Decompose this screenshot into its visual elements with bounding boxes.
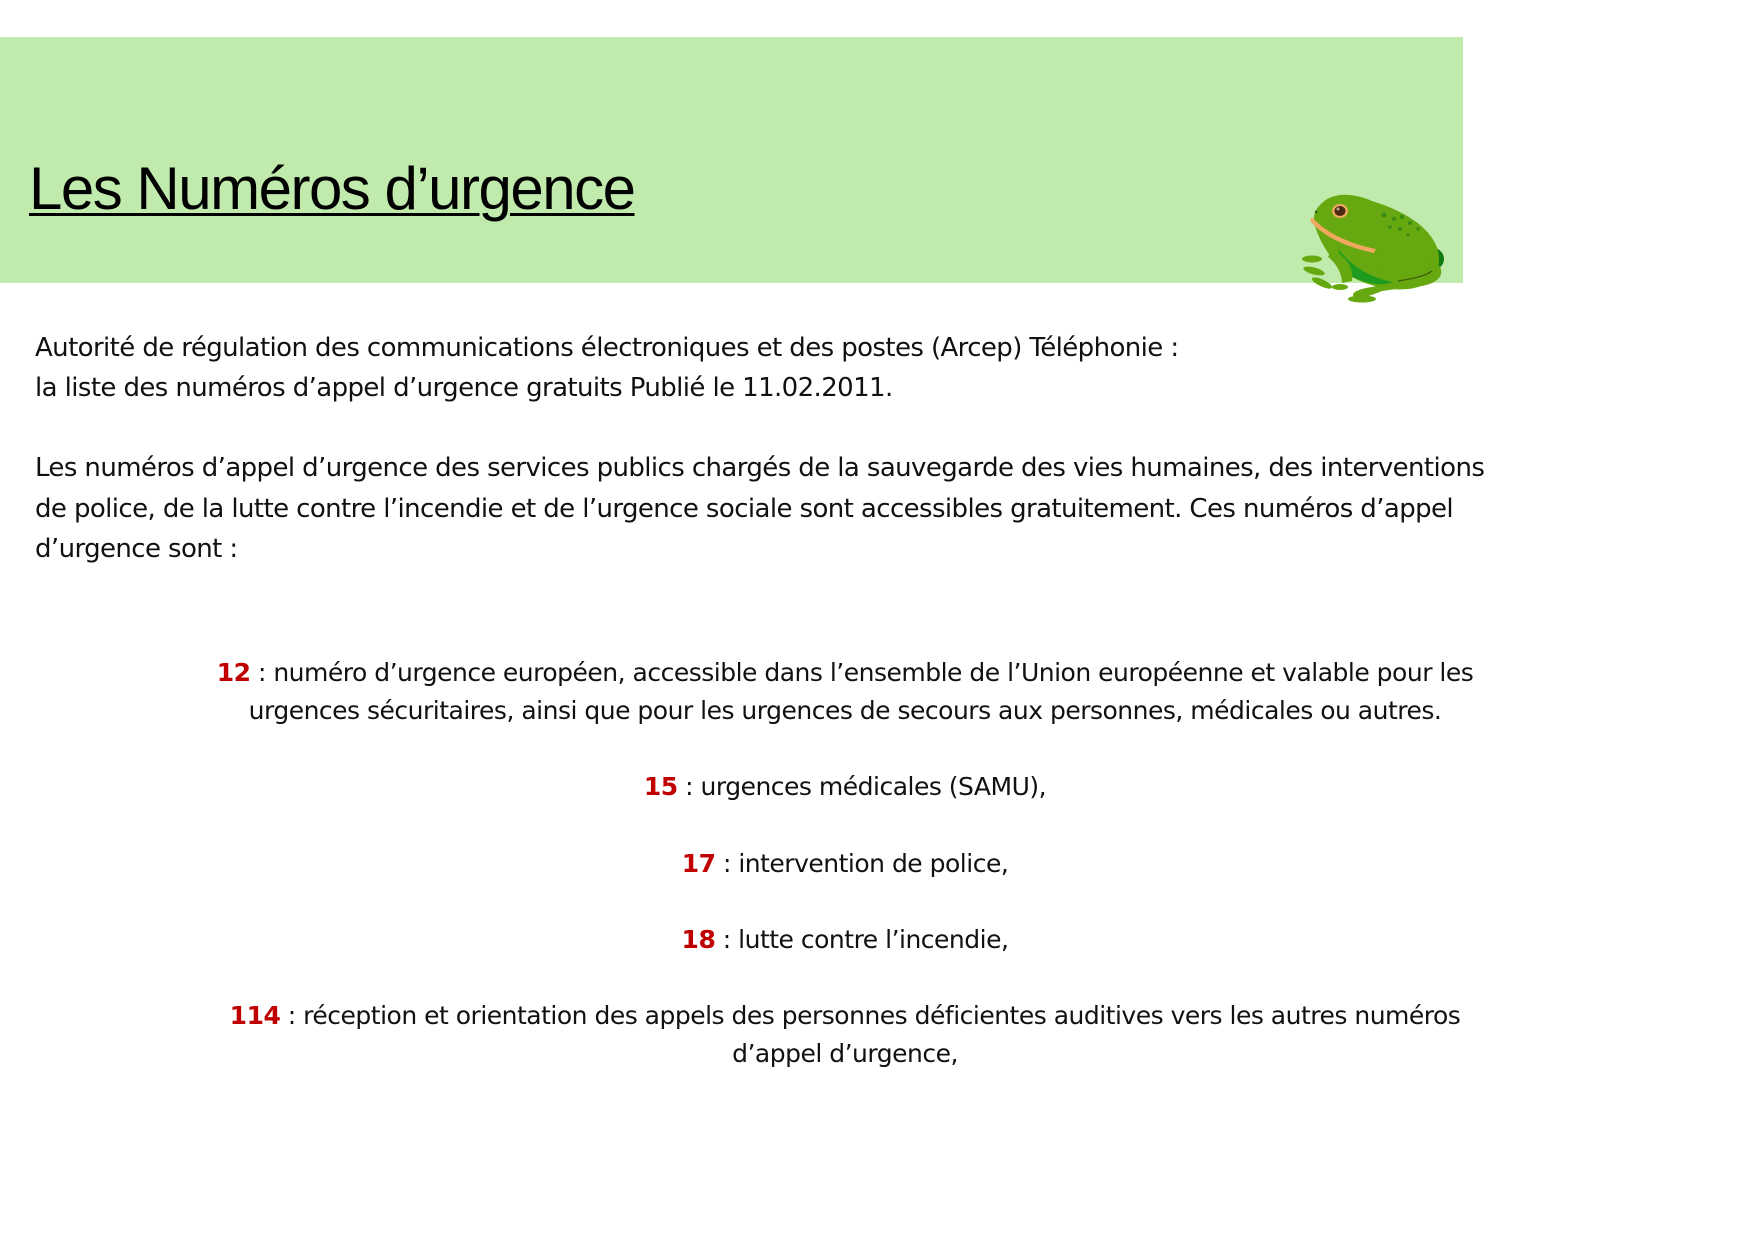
emergency-number: 17 (681, 849, 716, 878)
frog-icon (1302, 187, 1454, 309)
description-paragraph (35, 448, 1725, 570)
emergency-number: 12 (216, 658, 251, 687)
number-line (0, 768, 1690, 806)
emergency-number: 15 (643, 772, 678, 801)
number-description: : numéro d’urgence européen, accessible dans l’ensemble de l’Union européenne et valable pour les (250, 658, 1474, 687)
emergency-number: 18 (681, 925, 716, 954)
header-banner (0, 37, 1463, 283)
number-description: : intervention de police, (715, 849, 1009, 878)
emergency-number-15 (0, 768, 1690, 806)
intro-line: la liste des numéros d’appel d’urgence gratuits Publié le 11.02.2011. (35, 373, 893, 403)
number-line (0, 845, 1690, 883)
number-description-continued: urgences sécuritaires, ainsi que pour les urgences de secours aux personnes, médicales ou autres. (248, 696, 1442, 725)
intro-text (35, 328, 1725, 408)
emergency-number-18 (0, 921, 1690, 959)
number-description: : lutte contre l’incendie, (715, 925, 1009, 954)
paragraph-line: Les numéros d’appel d’urgence des services publics chargés de la sauvegarde des vies humaines, des interventions (35, 453, 1485, 483)
emergency-number-114 (0, 997, 1690, 1073)
paragraph-line: d’urgence sont : (35, 534, 238, 564)
emergency-number: 114 (229, 1001, 281, 1030)
number-line (0, 921, 1690, 959)
number-description-continued: d’appel d’urgence, (732, 1039, 958, 1068)
number-description: : urgences médicales (SAMU), (677, 772, 1047, 801)
intro-line: Autorité de régulation des communications électroniques et des postes (Arcep) Téléphonie : (35, 333, 1179, 363)
emergency-number-12 (0, 654, 1690, 730)
paragraph-line: de police, de la lutte contre l’incendie et de l’urgence sociale sont accessibles gratuitement. Ces numéros d’appel (35, 493, 1454, 524)
page-title: Les Numéros d’urgence (29, 155, 635, 222)
number-line (0, 654, 1690, 692)
number-description: : réception et orientation des appels des personnes déficientes auditives vers les autres numéros (280, 1001, 1461, 1030)
emergency-number-17 (0, 845, 1690, 883)
number-line (0, 997, 1690, 1035)
